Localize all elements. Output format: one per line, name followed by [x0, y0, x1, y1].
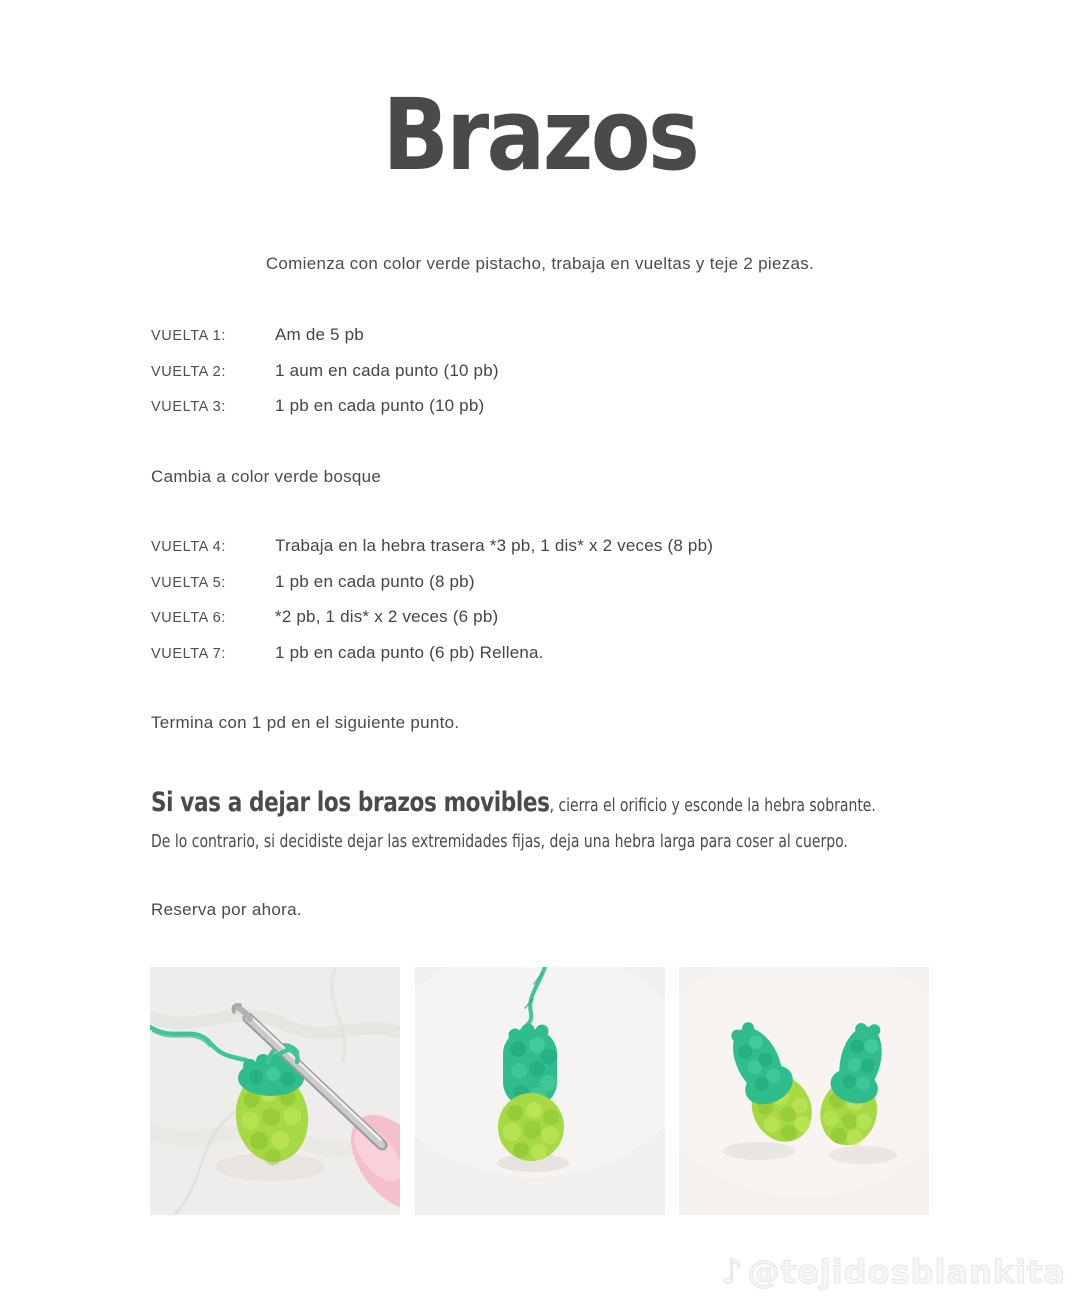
round-label: VUELTA 1: — [151, 328, 226, 344]
watermark-handle: @tejidosblankita — [747, 1253, 1066, 1291]
rounds-list-2 — [151, 528, 713, 670]
photo-hook-in-progress — [150, 967, 400, 1215]
tip-rest-text: , cierra el orificio y esconde la hebra sobrante. — [549, 796, 876, 816]
photo-strip — [150, 967, 929, 1215]
photo-arm-piece-single-image — [415, 967, 665, 1215]
tip-paragraph — [151, 785, 1051, 855]
tip-bold-text: Si vas a dejar los brazos movibles — [151, 787, 550, 818]
intro-note: Comienza con color verde pistacho, trabaja en vueltas y teje 2 piezas. — [265, 254, 815, 273]
photo-arm-pieces-pair — [679, 967, 929, 1215]
round-row-6 — [151, 599, 713, 635]
reserve-note: Reserva por ahora. — [151, 900, 302, 919]
tip-line-1 — [151, 785, 1051, 825]
round-row-2 — [151, 353, 499, 389]
round-row-4 — [151, 528, 713, 564]
round-row-3 — [151, 388, 499, 424]
photo-hook-in-progress-image — [150, 967, 400, 1215]
round-instruction: 1 pb en cada punto (10 pb) — [275, 396, 485, 416]
round-instruction: Am de 5 pb — [275, 325, 364, 344]
round-instruction: 1 pb en cada punto (6 pb) Rellena. — [275, 642, 544, 662]
rounds-list-1 — [151, 317, 499, 424]
photo-arm-piece-single — [415, 967, 665, 1215]
round-row-1 — [151, 317, 499, 353]
round-label: VUELTA 3: — [151, 399, 226, 416]
photo-arm-pieces-pair-image — [679, 967, 929, 1215]
round-row-5 — [151, 564, 713, 600]
music-note-icon: ♪ — [721, 1252, 744, 1292]
color-change-note: Cambia a color verde bosque — [151, 467, 382, 486]
round-instruction: *2 pb, 1 dis* x 2 veces (6 pb) — [275, 607, 499, 627]
round-instruction: 1 pb en cada punto (8 pb) — [275, 571, 475, 591]
tip-line-2: De lo contrario, si decidiste dejar las extremidades fijas, deja una hebra larga para coser al cuerpo. — [151, 832, 848, 852]
round-label: VUELTA 7: — [151, 645, 226, 662]
round-label: VUELTA 2: — [151, 363, 226, 380]
round-label: VUELTA 4: — [151, 539, 226, 555]
finish-note: Termina con 1 pd en el siguiente punto. — [151, 713, 460, 732]
round-label: VUELTA 6: — [151, 610, 226, 627]
page-title — [0, 78, 1080, 193]
round-label: VUELTA 5: — [151, 574, 226, 591]
round-instruction: 1 aum en cada punto (10 pb) — [275, 360, 499, 380]
round-row-7 — [151, 635, 713, 671]
watermark — [721, 1252, 1066, 1292]
round-instruction: Trabaja en la hebra trasera *3 pb, 1 dis* x 2 veces (8 pb) — [275, 536, 714, 555]
page-title-text: Brazos — [382, 78, 698, 193]
